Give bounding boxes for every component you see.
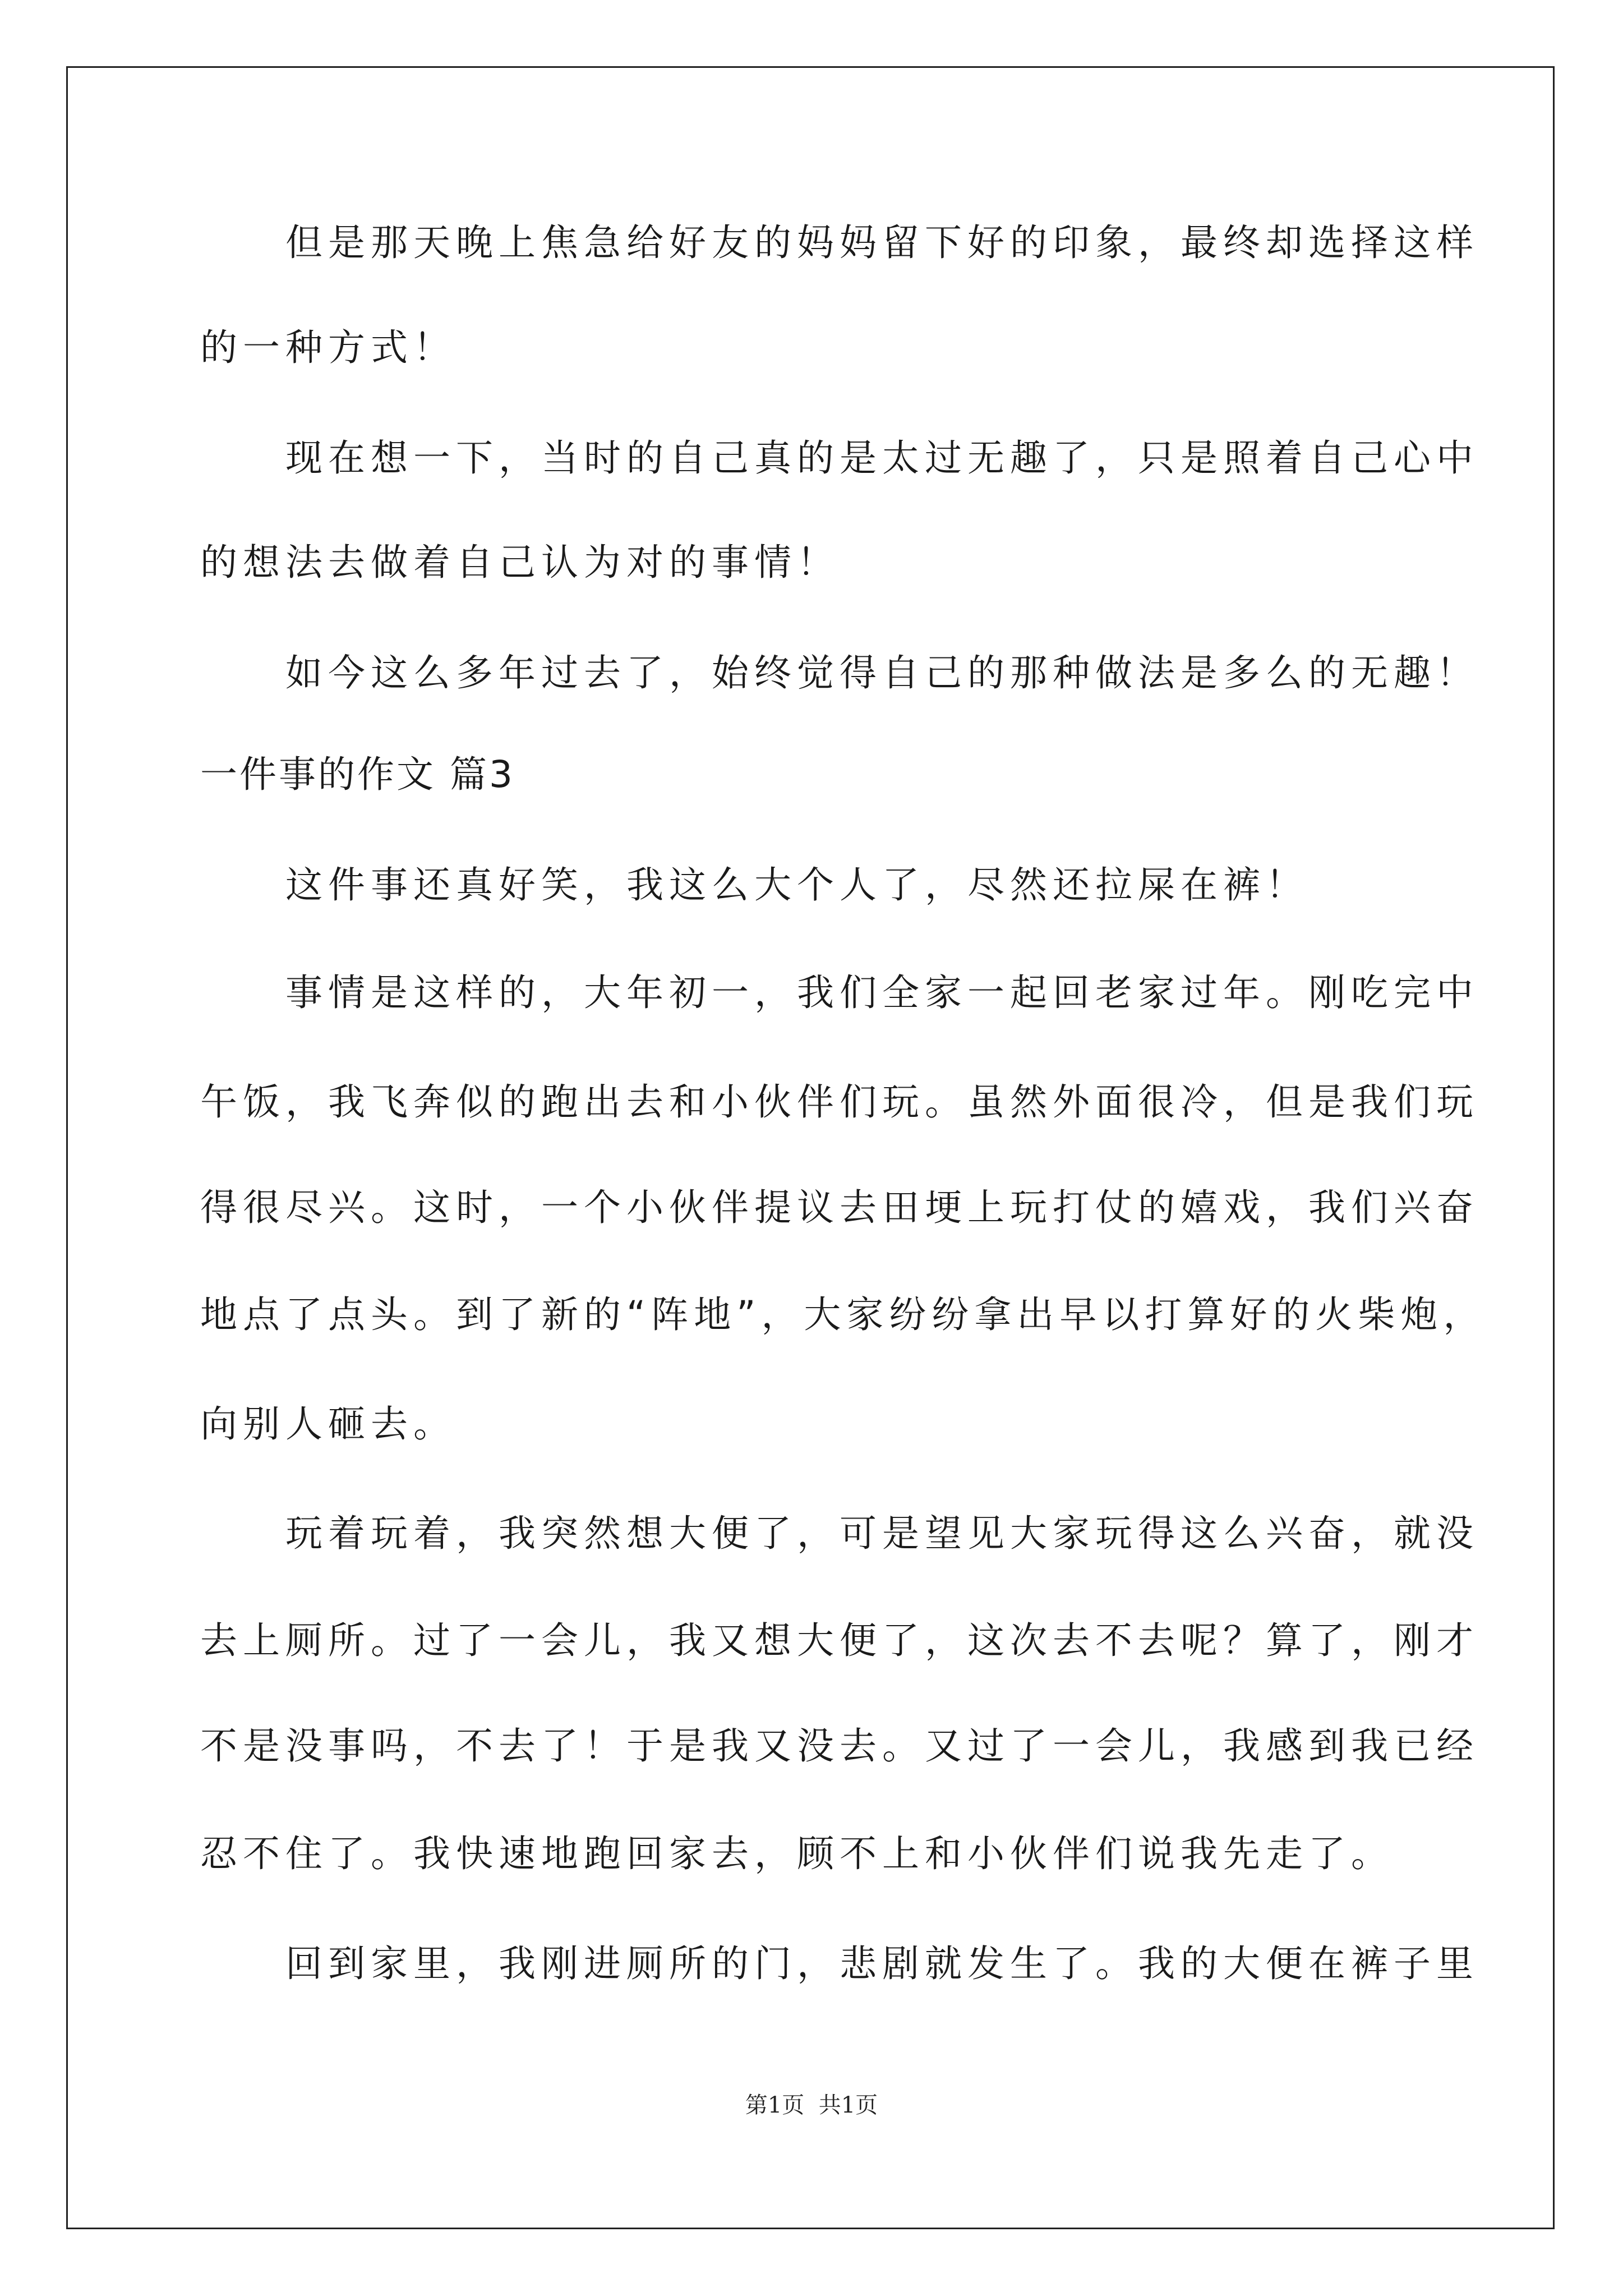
page-border — [66, 66, 1555, 2229]
text-line: 但是那天晚上焦急给好友的妈妈留下好的印象，最终却选择这样 — [285, 221, 1479, 264]
section-heading: 一件事的作文 篇3 — [200, 753, 515, 796]
text-line: 午饭，我飞奔似的跑出去和小伙伴们玩。虽然外面很冷，但是我们玩 — [200, 1080, 1479, 1124]
text-line: 得很尽兴。这时，一个小伙伴提议去田埂上玩打仗的嬉戏，我们兴奋 — [200, 1186, 1479, 1229]
text-line: 不是没事吗，不去了！于是我又没去。又过了一会儿，我感到我已经 — [200, 1724, 1479, 1768]
text-line: 地点了点头。到了新的“阵地”，大家纷纷拿出早以打算好的火柴炮， — [200, 1293, 1486, 1336]
text-line: 向别人砸去。 — [200, 1402, 456, 1446]
text-line: 如今这么多年过去了，始终觉得自己的那种做法是多么的无趣！ — [285, 651, 1479, 694]
text-line: 去上厕所。过了一会儿，我又想大便了，这次去不去呢？算了，刚才 — [200, 1619, 1479, 1662]
text-line: 回到家里，我刚进厕所的门，悲剧就发生了。我的大便在裤子里 — [285, 1942, 1479, 1985]
text-line: 这件事还真好笑，我这么大个人了，尽然还拉屎在裤！ — [285, 863, 1308, 907]
text-line: 事情是这样的，大年初一，我们全家一起回老家过年。刚吃完中 — [285, 971, 1479, 1014]
text-line: 忍不住了。我快速地跑回家去，顾不上和小伙伴们说我先走了。 — [200, 1832, 1394, 1875]
page-footer: 第1页 共1页 — [745, 2092, 878, 2118]
text-line: 现在想一下，当时的自己真的是太过无趣了，只是照着自己心中 — [285, 436, 1479, 480]
text-line: 的一种方式！ — [200, 326, 456, 369]
text-line: 的想法去做着自己认为对的事情！ — [200, 541, 840, 584]
text-line: 玩着玩着，我突然想大便了，可是望见大家玩得这么兴奋，就没 — [285, 1512, 1479, 1555]
